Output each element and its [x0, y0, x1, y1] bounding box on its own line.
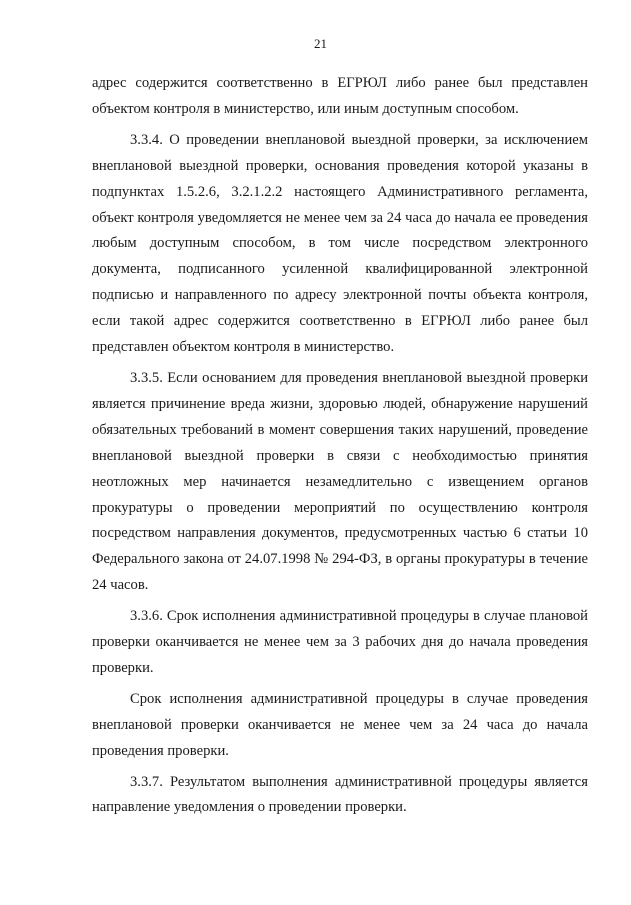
page-number: 21 [314, 36, 327, 51]
paragraph-3-3-6: 3.3.6. Срок исполнения административной процедуры в случае плановой проверки оканчивается не менее чем за 3 рабочих дня до начала проведения проверки. [92, 608, 588, 676]
paragraph-3-3-7: 3.3.7. Результатом выполнения административной процедуры является направление уведомления о проведении проверки. [92, 773, 588, 816]
paragraph-deadline-unscheduled: Срок исполнения административной процедуры в случае проведения внеплановой проверки оканчивается не менее чем за 24 часа до начала проведения проверки. [92, 690, 588, 759]
paragraph-3-3-4: 3.3.4. О проведении внеплановой выездной проверки, за исключением внеплановой выездной проверки, основания проведения которой указаны в подпунктах 1.5.2.6, 3.2.1.2.2 настоящего Административного регламента, объект контроля уведомляется не менее чем за 24 часа до начала ее проведения любым доступным способом, в том числе посредством электронного документа, подписанного усиленной квалифицированной электронной подписью и направленного по адресу электронной почты объекта контроля, если такой адрес содержится соответственно в ЕГРЮЛ либо ранее был представлен объектом контроля в министерство. [92, 131, 588, 356]
paragraph-3-3-5: 3.3.5. Если основанием для проведения внеплановой выездной проверки является причинение вреда жизни, здоровью людей, обнаружение нарушений обязательных требований в момент совершения таких нарушений, проведение внеплановой выездной проверки в связи с необходимостью принятия неотложных мер начинается незамедлительно с извещением органов прокуратуры о проведении мероприятий по осуществлению контроля посредством направления документов, предусмотренных частью 6 статьи 10 Федерального закона от 24.07.1998 № 294-ФЗ, в органы прокуратуры в течение 24 часов. [92, 369, 588, 594]
document-body [92, 71, 588, 821]
paragraph-continuation: адрес содержится соответственно в ЕГРЮЛ либо ранее был представлен объектом контроля в министерство, или иным доступным способом. [92, 75, 588, 117]
